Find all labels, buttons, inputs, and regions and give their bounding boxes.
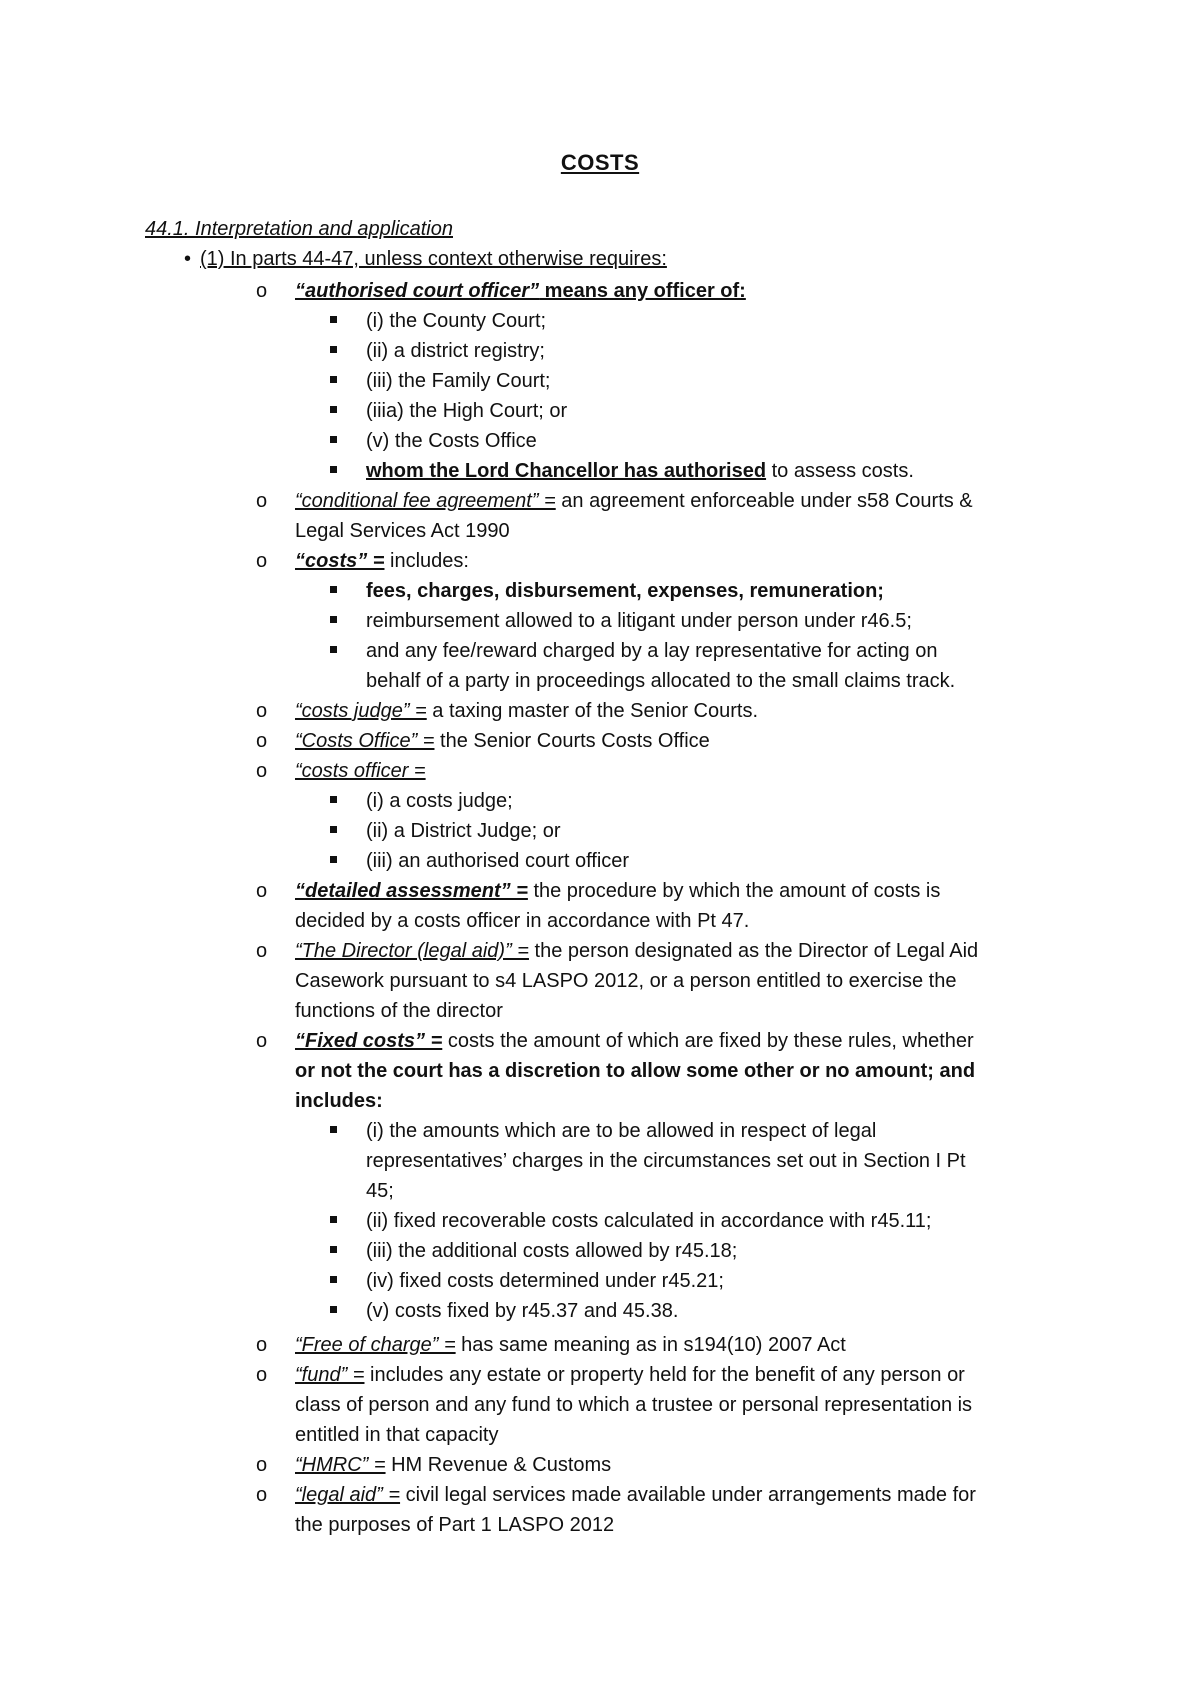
term: “fund” = [295, 1364, 365, 1386]
definition-text: HM Revenue & Customs [385, 1454, 612, 1476]
definition-director-legal-aid [295, 936, 978, 966]
circle-bullet-icon: o [256, 940, 268, 962]
term: “costs” = [295, 550, 385, 572]
page-title: COSTS [560, 150, 640, 175]
term: “costs judge” = [295, 700, 427, 722]
item-text: to assess costs. [766, 460, 914, 482]
list-item: (i) a costs judge; [366, 790, 513, 812]
definition-text: includes: [384, 550, 469, 572]
circle-bullet-icon: o [256, 490, 268, 512]
definition-text: the Senior Courts Costs Office [434, 730, 710, 752]
square-bullet-icon [330, 1216, 337, 1223]
bullet-dot-icon: • [184, 248, 192, 270]
list-item-continuation: representatives’ charges in the circumstances set out in Section I Pt [366, 1150, 966, 1172]
circle-bullet-icon: o [256, 880, 268, 902]
definition-text: the person designated as the Director of Legal Aid [528, 940, 979, 962]
list-item: (i) the amounts which are to be allowed in respect of legal [366, 1120, 877, 1142]
list-item: (v) the Costs Office [366, 430, 537, 452]
definition-text: the procedure by which the amount of costs is [527, 880, 941, 902]
rule-1-text: (1) In parts 44-47, unless context otherwise requires: [200, 248, 667, 270]
definition-authorised-court-officer [295, 276, 746, 306]
square-bullet-icon [330, 376, 337, 383]
list-item: (ii) a District Judge; or [366, 820, 561, 842]
square-bullet-icon [330, 316, 337, 323]
square-bullet-icon [330, 346, 337, 353]
list-item: (iiia) the High Court; or [366, 400, 568, 422]
definition-continuation: Legal Services Act 1990 [295, 520, 510, 542]
definition-text: an agreement enforceable under s58 Courts & [555, 490, 973, 512]
square-bullet-icon [330, 646, 337, 653]
definition-costs-judge [295, 696, 758, 726]
definition-text: costs the amount of which are fixed by these rules, whether [442, 1030, 974, 1052]
list-item-continuation: behalf of a party in proceedings allocated to the small claims track. [366, 670, 956, 692]
definition-text: has same meaning as in s194(10) 2007 Act [455, 1334, 846, 1356]
list-item: (ii) a district registry; [366, 340, 545, 362]
definition-costs [295, 546, 469, 576]
list-item: reimbursement allowed to a litigant under person under r46.5; [366, 610, 912, 632]
circle-bullet-icon: o [256, 1364, 268, 1386]
square-bullet-icon [330, 1126, 337, 1133]
term: “Costs Office” = [295, 730, 435, 752]
square-bullet-icon [330, 436, 337, 443]
list-item: fees, charges, disbursement, expenses, remuneration; [366, 580, 884, 602]
definition-detailed-assessment [295, 876, 940, 906]
list-item: and any fee/reward charged by a lay representative for acting on [366, 640, 938, 662]
list-item: (i) the County Court; [366, 310, 547, 332]
definition-continuation: entitled in that capacity [295, 1424, 499, 1446]
definition-text: civil legal services made available under arrangements made for [400, 1484, 976, 1506]
square-bullet-icon [330, 1306, 337, 1313]
circle-bullet-icon: o [256, 1484, 268, 1506]
circle-bullet-icon: o [256, 1334, 268, 1356]
section-heading: 44.1. Interpretation and application [145, 218, 453, 240]
list-item: (v) costs fixed by r45.37 and 45.38. [366, 1300, 679, 1322]
square-bullet-icon [330, 856, 337, 863]
definition-fixed-costs [295, 1026, 974, 1056]
term: “HMRC” = [295, 1454, 386, 1476]
term: “The Director (legal aid)” = [295, 940, 529, 962]
definition-text: a taxing master of the Senior Courts. [426, 700, 759, 722]
definition-hmrc [295, 1450, 611, 1480]
square-bullet-icon [330, 466, 337, 473]
term: “Free of charge” = [295, 1334, 456, 1356]
list-item: (ii) fixed recoverable costs calculated in accordance with r45.11; [366, 1210, 932, 1232]
circle-bullet-icon: o [256, 760, 268, 782]
list-item-continuation: 45; [366, 1180, 394, 1202]
square-bullet-icon [330, 826, 337, 833]
square-bullet-icon [330, 1246, 337, 1253]
list-item: (iv) fixed costs determined under r45.21; [366, 1270, 724, 1292]
definition-continuation: includes: [295, 1090, 383, 1112]
definition-continuation: functions of the director [295, 1000, 503, 1022]
circle-bullet-icon: o [256, 1454, 268, 1476]
definition-continuation: Casework pursuant to s4 LASPO 2012, or a person entitled to exercise the [295, 970, 957, 992]
circle-bullet-icon: o [256, 700, 268, 722]
circle-bullet-icon: o [256, 550, 268, 572]
definition-continuation: decided by a costs officer in accordance with Pt 47. [295, 910, 750, 932]
circle-bullet-icon: o [256, 280, 268, 302]
circle-bullet-icon: o [256, 730, 268, 752]
term: “conditional fee agreement” = [295, 490, 556, 512]
list-item: (iii) the additional costs allowed by r45.18; [366, 1240, 738, 1262]
square-bullet-icon [330, 586, 337, 593]
definition-text: means any officer of: [539, 280, 746, 302]
square-bullet-icon [330, 406, 337, 413]
definition-fund [295, 1360, 965, 1390]
definition-continuation: the purposes of Part 1 LASPO 2012 [295, 1514, 615, 1536]
definition-text: includes any estate or property held for the benefit of any person or [364, 1364, 965, 1386]
term: “detailed assessment” = [295, 880, 528, 902]
definition-legal-aid [295, 1480, 976, 1510]
list-item: (iii) an authorised court officer [366, 850, 630, 872]
term: “Fixed costs” = [295, 1030, 443, 1052]
term: “legal aid” = [295, 1484, 401, 1506]
list-item: (iii) the Family Court; [366, 370, 551, 392]
definition-costs-office [295, 726, 710, 756]
definition-continuation: class of person and any fund to which a trustee or personal representation is [295, 1394, 973, 1416]
emphasis-text: whom the Lord Chancellor has authorised [366, 460, 767, 482]
list-item [366, 456, 914, 486]
square-bullet-icon [330, 1276, 337, 1283]
term: “costs officer = [295, 760, 426, 782]
square-bullet-icon [330, 616, 337, 623]
circle-bullet-icon: o [256, 1030, 268, 1052]
definition-continuation: or not the court has a discretion to allow some other or no amount; and [295, 1060, 976, 1082]
definition-free-of-charge [295, 1330, 846, 1360]
definition-costs-officer [295, 756, 426, 786]
term: “authorised court officer” [295, 280, 540, 302]
square-bullet-icon [330, 796, 337, 803]
definition-conditional-fee-agreement [295, 486, 973, 516]
